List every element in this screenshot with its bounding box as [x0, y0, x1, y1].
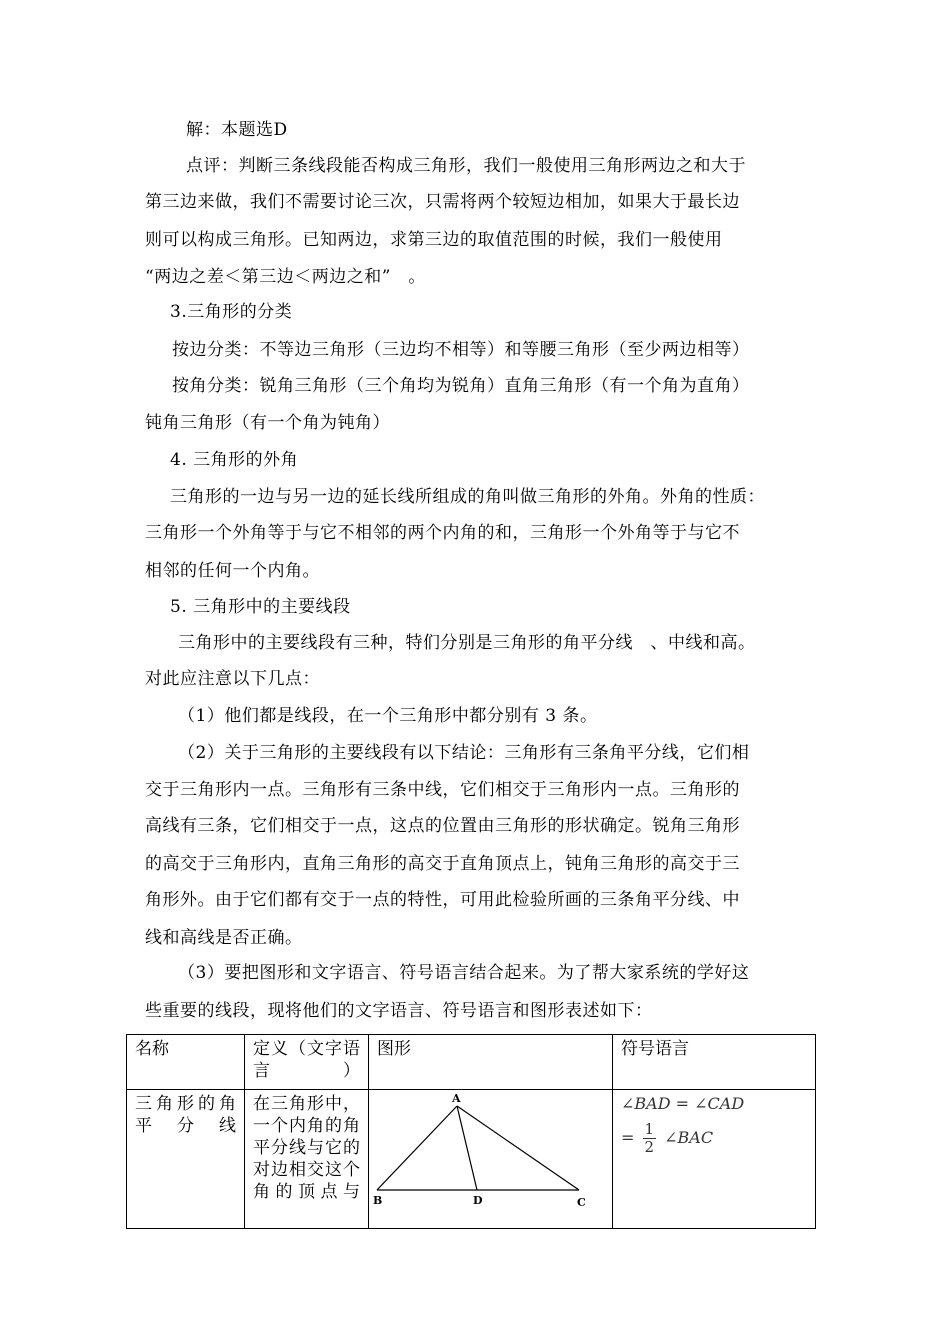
point-3-line-2: 些重要的线段，现将他们的文字语言、符号语言和图形表述如下： [145, 1001, 653, 1021]
classification-by-angle: 按角分类：锐角三角形（三个角均为锐角）直角三角形（有一个角为直角） [172, 376, 750, 396]
point-3-line-1: （3）要把图形和文字语言、符号语言结合起来。为了帮大家系统的学好这 [178, 963, 750, 983]
header-figure: 图形 [369, 1035, 613, 1090]
point-2-line-2: 交于三角形内一点。三角形有三条中线，它们相交于三角形内一点。三角形的 [145, 780, 740, 800]
comment-line-2: 第三边来做，我们不需要讨论三次，只需将两个较短边相加，如果大于最长边 [145, 192, 740, 212]
side-ab [377, 1106, 457, 1190]
section-heading-classification: 3.三角形的分类 [170, 302, 293, 322]
vertex-label-a: A [452, 1092, 461, 1105]
comment-line-1: 点评：判断三条线段能否构成三角形，我们一般使用三角形两边之和大于 [186, 156, 746, 176]
point-1: （1）他们都是线段，在一个三角形中都分别有 3 条。 [178, 706, 598, 726]
symbol-line-2 [621, 1121, 807, 1156]
exterior-angle-line-1: 三角形的一边与另一边的延长线所组成的角叫做三角形的外角。外角的性质： [170, 487, 765, 507]
comment-line-3: 则可以构成三角形。已知两边，求第三边的取值范围的时候，我们一般使用 [145, 230, 723, 250]
point-2-line-3: 高线有三条，它们相交于一点，这点的位置由三角形的形状确定。锐角三角形 [145, 816, 740, 836]
point-2-line-4: 的高交于三角形内，直角三角形的高交于直角顶点上，钝角三角形的高交于三 [145, 854, 740, 874]
table-row [127, 1090, 816, 1229]
header-name: 名称 [127, 1035, 245, 1090]
exterior-angle-line-3: 相邻的任何一个内角。 [145, 561, 320, 581]
vertex-label-d: D [473, 1194, 483, 1207]
fraction-numerator: 1 [644, 1120, 655, 1138]
row-symbol [613, 1090, 816, 1229]
fraction-denominator: 2 [644, 1138, 655, 1156]
segments-table [126, 1034, 816, 1229]
comment-line-4: “两边之差＜第三边＜两边之和” 。 [145, 267, 426, 287]
main-segments-line-2: 对此应注意以下几点： [145, 669, 320, 689]
point-2-line-6: 线和高线是否正确。 [145, 928, 303, 948]
classification-by-angle-cont: 钝角三角形（有一个角为钝角） [145, 413, 390, 433]
main-segments-line-1: 三角形中的主要线段有三种，特们分别是三角形的角平分线 、中线和高。 [178, 633, 756, 653]
point-2-line-1: （2）关于三角形的主要线段有以下结论：三角形有三条角平分线，它们相 [178, 743, 750, 763]
symbol-line-1: ∠BAD = ∠CAD [621, 1094, 745, 1113]
side-ac [457, 1106, 579, 1190]
symbol-angle-bac: ∠BAC [664, 1128, 714, 1147]
vertex-label-b: B [373, 1194, 383, 1207]
exterior-angle-line-2: 三角形一个外角等于与它不相邻的两个内角的和，三角形一个外角等于与它不 [145, 523, 740, 543]
answer-line: 解：本题选D [186, 120, 288, 140]
point-2-line-5: 角形外。由于它们都有交于一点的特性，可用此检验所画的三条角平分线、中 [145, 890, 740, 910]
row-definition: 在三角形中，一个内角的角平分线与它的对边相交这个角的顶点与 [245, 1090, 369, 1229]
symbol-equals: = [621, 1128, 635, 1147]
vertex-label-c: C [577, 1196, 586, 1209]
row-name: 三角形的角平分线 [127, 1090, 245, 1229]
header-definition: 定义（文字语言） [245, 1035, 369, 1090]
table-header-row [127, 1035, 816, 1090]
classification-by-side: 按边分类：不等边三角形（三边均不相等）和等腰三角形（至少两边相等） [172, 340, 750, 360]
row-figure [369, 1090, 613, 1229]
header-symbol: 符号语言 [613, 1035, 816, 1090]
fraction-half [643, 1121, 657, 1156]
angle-bisector-figure [369, 1090, 611, 1222]
section-heading-main-segments: 5. 三角形中的主要线段 [170, 597, 351, 617]
bisector-ad [457, 1106, 477, 1190]
section-heading-exterior-angle: 4. 三角形的外角 [170, 450, 299, 470]
